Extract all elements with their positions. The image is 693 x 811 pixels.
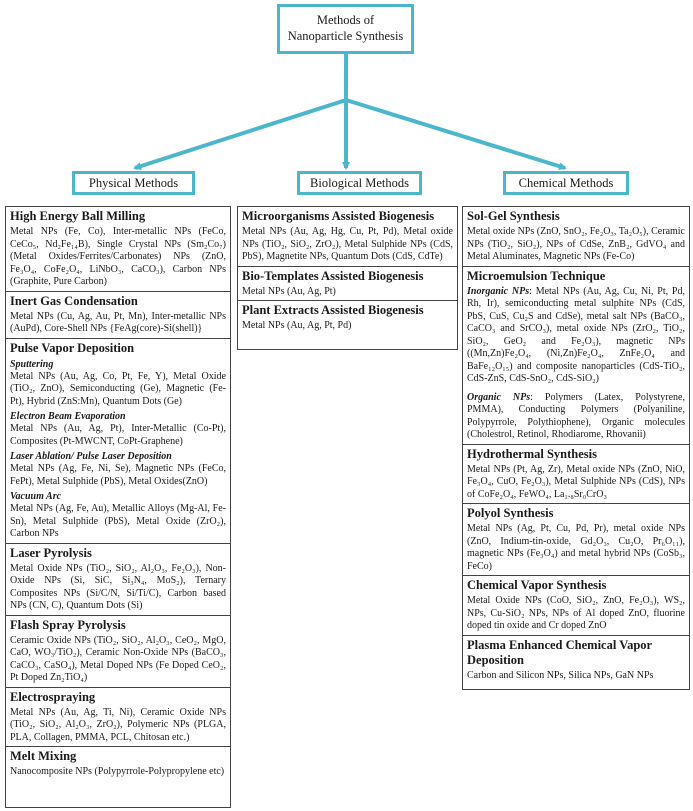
section-text: Nanocomposite NPs (Polypyrrole-Polypropylene etc) <box>10 766 225 777</box>
section-text: Metal NPs (Au, Ag, Hg, Cu, Pt, Pd), Metal oxide NPs (TiO₂, SiO₂, ZrO₂), Metal Sulphide NPs (CdS, PbS), Magnetite NPs, Quantum Dots (CdS, CdTe) <box>242 226 453 262</box>
section-sol-gel <box>463 207 689 266</box>
section-chemical-vapor-synthesis <box>463 575 689 635</box>
section-electrospraying <box>6 687 230 747</box>
biological-methods-label: Biological Methods <box>310 175 409 190</box>
chemical-methods-label: Chemical Methods <box>518 175 614 190</box>
arrow-chemical <box>346 100 565 168</box>
subsection-title: Laser Ablation/ Pulse Laser Deposition <box>10 451 172 462</box>
section-high-energy-ball-milling <box>6 207 230 291</box>
organic-label: Organic NPs <box>467 391 531 403</box>
root-title-box <box>277 4 414 54</box>
section-title: Flash Spray Pyrolysis <box>10 617 126 632</box>
section-microorganisms <box>238 207 457 266</box>
organic-text: : Polymers (Latex, Polystyrene, PMMA), Conducting Polymers (Polyaniline, Polypyrrole, Polythiophene), Organic molecules (Cholestrol, Retinol, Rhodiarome, Rhovanii) <box>467 391 685 440</box>
section-title: Melt Mixing <box>10 749 77 763</box>
section-title: Pulse Vapor Deposition <box>10 340 135 355</box>
section-title: Polyol Synthesis <box>467 506 554 520</box>
section-title: Hydrothermal Synthesis <box>467 446 597 461</box>
physical-methods-label: Physical Methods <box>88 175 179 190</box>
subsection-text: Metal NPs (Au, Ag, Pt), Inter-Metallic (Co-Pt), Composites (Pt-MWCNT, CoPt-Graphene) <box>10 423 226 447</box>
biological-column <box>237 206 458 350</box>
inorganic-label: Inorganic NPs <box>467 285 530 297</box>
biological-methods-box <box>297 171 422 195</box>
section-microemulsion <box>463 266 689 444</box>
section-text: Metal Oxide NPs (CoO, SiO₂, ZnO, Fe₂O₃), WS₂, NPs, Cu-SiO₂ NPs, NPs of Al doped ZnO, fluorine doped tin oxide and Cr doped ZnO <box>467 595 685 631</box>
section-inert-gas-condensation <box>6 291 230 338</box>
section-title: Microorganisms Assisted Biogenesis <box>242 209 435 223</box>
section-title: Electrospraying <box>10 689 96 704</box>
inorganic-paragraph <box>467 286 685 386</box>
section-title: Plant Extracts Assisted Biogenesis <box>242 303 424 317</box>
subsection-text: Metal NPs (Ag, Fe, Au), Metallic Alloys (Mg-Al, Fe-Sn), Metal Sulphide (PbS), Metal Oxide (ZrO₂), Carbon NPs <box>10 503 226 539</box>
section-text: Metal NPs (Ag, Pt, Cu, Pd, Pr), metal oxide NPs (ZnO, Indium-tin-oxide, Gd₂O₃, Cu₂O, Pr₆O₁₁), magnetic NPs (Fe₃O₄) and metal hybrid NPs (CoSb₃, FeCo) <box>467 523 685 572</box>
section-title: High Energy Ball Milling <box>10 209 146 223</box>
section-text: Metal NPs (Pt, Ag, Zr), Metal oxide NPs (ZnO, NiO, Fe₃O₄, CuO, Fe₂O₃), Metal Sulphide NPs (CdS), NPs of CoFe₂O₄, FeWO₄, La₁.₈Sr₀CrO₃ <box>467 463 685 500</box>
section-title: Microemulsion Technique <box>467 268 606 283</box>
section-hydrothermal <box>463 444 689 504</box>
subsection-text: Metal NPs (Au, Ag, Co, Pt, Fe, Y), Metal Oxide (TiO₂, ZnO), Semiconducting (Ge), Magnetic (Fe-Pt), Hybrid (ZnS:Mn), Quantum Dots (Ge) <box>10 370 226 407</box>
section-plant-extracts <box>238 300 457 335</box>
chemical-column <box>462 206 690 690</box>
subsection-title: Vacuum Arc <box>10 491 62 502</box>
section-title: Bio-Templates Assisted Biogenesis <box>242 268 424 283</box>
section-title: Inert Gas Condensation <box>10 293 138 308</box>
subsection-title: Sputtering <box>10 358 54 370</box>
section-text: Carbon and Silicon NPs, Silica NPs, GaN NPs <box>467 669 654 681</box>
physical-column <box>5 206 231 808</box>
section-title: Plasma Enhanced Chemical Vapor Deposition <box>467 637 652 667</box>
subsection-laser-ablation <box>10 451 226 488</box>
subsection-text: Metal NPs (Ag, Fe, Ni, Se), Magnetic NPs (FeCo, FePt), Metal Sulphide (PbS), Metal Oxides(ZnO) <box>10 463 226 487</box>
section-text: Metal NPs (Au, Ag, Ti, Ni), Ceramic Oxide NPs (TiO₂, SiO₂, Al₂O₃, ZrO₂), Polymeric NPs (PLGA, PLA, Collagen, PMMA, PCL, Chitosan etc.) <box>10 706 226 743</box>
section-melt-mixing <box>6 746 230 781</box>
section-text: Metal NPs (Au, Ag, Pt, Pd) <box>242 320 352 331</box>
section-text: Metal Oxide NPs (TiO₂, SiO₂, Al₂O₃, Fe₂O₃), Non-Oxide NPs (Si, SiC, Si₃N₄, MoS₂), Ternary Composites NPs (Si/C/N, Si/Ti/C), Carbon based NPs (CN, C), Quantum Dots (Si) <box>10 562 226 611</box>
organic-paragraph <box>467 392 685 442</box>
section-text: Metal NPs (Fe, Co), Inter-metallic NPs (FeCo, CeCo₅, Nd₂Fe₁₄B), Single Crystal NPs (Sm₂Co₇) (Metal Oxides/Ferrites/Carbonates) NPs (ZnO, Fe₃O₄, CoFe₂O₄, LiNbO₃, CaCO₃), Carbon NPs (Graphite, Pure Carbon) <box>10 226 226 287</box>
section-laser-pyrolysis <box>6 543 230 615</box>
section-text: Metal NPs (Au, Ag, Pt) <box>242 285 336 297</box>
subsection-sputtering <box>10 359 226 409</box>
chemical-methods-box <box>503 171 629 195</box>
physical-methods-box <box>72 171 195 195</box>
section-text: Ceramic Oxide NPs (TiO₂, SiO₂, Al₂O₃, CeO₂, MgO, CaO, WO₃/TiO₂), Ceramic Non-Oxide NPs (BaCO₃, CaCO₃, CaSO₄), Metal Doped NPs (Fe Doped CeO₂, Pt Doped Zn₂TiO₄) <box>10 634 226 683</box>
section-pulse-vapor-deposition <box>6 338 230 543</box>
section-title: Chemical Vapor Synthesis <box>467 578 607 592</box>
section-polyol <box>463 503 689 575</box>
section-title: Laser Pyrolysis <box>10 545 92 560</box>
section-text: Metal oxide NPs (ZnO, SnO₂, Fe₂O₃, Ta₂O₅), Ceramic NPs (TiO₂, SiO₂), NPs of CdSe, ZnB₂, GdVO₄ and Metal Aluminates, Magnetic NPs (Fe-Co) <box>467 226 685 262</box>
section-title: Sol-Gel Synthesis <box>467 209 560 223</box>
section-bio-templates <box>238 266 457 301</box>
section-pecvd <box>463 635 689 685</box>
subsection-vacuum-arc <box>10 491 226 541</box>
inorganic-text: : Metal NPs (Au, Ag, Cu, Ni, Pt, Pd, Rh, Ir), semiconducting metal sulphite NPs (CdS, PbS, CuS, Cu₂S and CdSe), metal salt NPs (BaCO₃, CaCO₃ and SrCO₃), metal oxide NPs (ZrO₂, TiO₂, SiO₂, GeO₂ and Fe₂O₃), magnetic NPs ((Mn,Zn)Fe₂O₄, (Ni,Zn)Fe₂O₄, ZnFe₂O₄ and BaFe₁₂O₁₅) and composite nanoparticles (CdS-TiO₂, CdS-ZnS, CdS-SnO₂, CdS-SiO₂) <box>467 285 685 384</box>
subsection-title: Electron Beam Evaporation <box>10 411 126 422</box>
subsection-electron-beam <box>10 411 226 448</box>
section-text: Metal NPs (Cu, Ag, Au, Pt, Mn), Inter-metallic NPs (AuPd), Core-Shell NPs {FeAg(core)-Si(shell)} <box>10 310 226 334</box>
root-title: Methods of Nanoparticle Synthesis <box>287 13 404 43</box>
section-flash-spray-pyrolysis <box>6 615 230 687</box>
arrow-physical <box>135 100 346 168</box>
